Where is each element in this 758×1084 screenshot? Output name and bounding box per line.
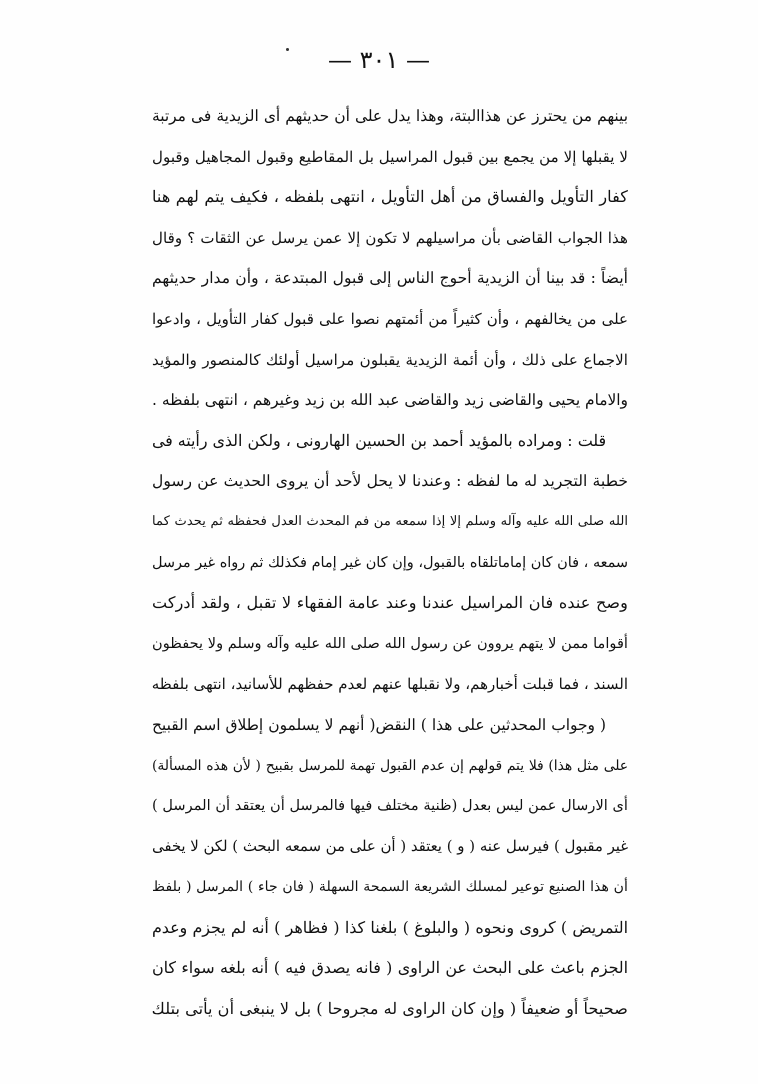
text-line: بينهم من يحترز عن هذاالبتة، وهذا يدل على أن حديثهم أى الزيدية فى مرتبة [152, 107, 628, 125]
text-line: وصح عنده فان المراسيل عندنا وعند عامة الفقهاء لا تقبل ، ولقد أدركت [152, 593, 628, 613]
text-line: أقواما ممن لا يتهم يروون عن رسول الله صلى الله عليه وآله وسلم ولا يحفظون [152, 634, 628, 652]
text-line: التمريض ) كروى ونحوه ( والبلوغ ) بلغنا كذا ( فظاهر ) أنه لم يجزم وعدم [152, 917, 628, 937]
text-line: والامام يحيى والقاضى زيد والقاضى عبد الله بن زيد وغيرهم ، انتهى بلفظه . [152, 391, 628, 410]
text-line: خطبة التجريد له ما لفظه : وعندنا لا يحل لأحد أن يروى الحديث عن رسول [152, 472, 628, 491]
text-line: السند ، فما قبلت أخبارهم، ولا نقبلها عنهم لعدم حفظهم للأسانيد، انتهى بلفظه [152, 675, 628, 694]
text-line: الاجماع على ذلك ، وأن أئمة الزيدية يقبلون مراسيل أولئك كالمنصور والمؤيد [152, 350, 628, 369]
text-line: الله صلى الله عليه وآله وسلم إلا إذا سمعه من فم المحدث العدل فحفظه ثم يحدث كما [152, 513, 628, 529]
text-line: لا يقبلها إلا من يجمع بين قبول المراسيل بل المقاطيع وقبول المجاهيل وقبول [152, 147, 628, 166]
text-line: سمعه ، فان كان إماماتلقاه بالقبول، وإن كان غير إمام فكذلك ثم رواه غير مرسل [152, 554, 628, 571]
text-line: غير مقبول ) فيرسل عنه ( و ) يعتقد ( أن على من سمعه البحث ) لكن لا يخفى [152, 837, 628, 855]
text-line: على مثل هذا) فلا يتم قولهم إن عدم القبول تهمة للمرسل بقبيح ( لأن هذه المسألة) [152, 757, 628, 774]
text-line: ( وجواب المحدثين على هذا ) النقض( أنهم لا يسلمون إطلاق اسم القبيح [152, 715, 606, 734]
body-text [152, 96, 628, 1030]
text-line: كفار التأويل والفساق من أهل التأويل ، انتهى بلفظه ، فكيف يتم لهم هنا [152, 187, 628, 207]
text-line: على من يخالفهم ، وأن كثيراً من أئمتهم نصوا على قبول كفار التأويل ، وادعوا [152, 309, 628, 328]
text-line: صحيحاً أو ضعيفاً ( وإن كان الراوى له مجروحا ) بل لا ينبغى أن يأتى بتلك [152, 999, 628, 1019]
text-line: هذا الجواب القاضى بأن مراسيلهم لا تكون إلا عمن يرسل عن الثقات ؟ وقال [152, 228, 628, 247]
text-line: أيضاً : قد بينا أن الزيدية أحوج الناس إلى قبول المبتدعة ، وأن مدار حديثهم [152, 269, 628, 288]
text-line: الجزم باعث على البحث عن الراوى ( فانه يصدق فيه ) أنه بلغه سواء كان [152, 958, 628, 978]
text-line: أن هذا الصنيع توعير لمسلك الشريعة السمحة السهلة ( فان جاء ) المرسل ( بلفظ [152, 879, 628, 896]
text-line: أى الارسال عمن ليس بعدل (ظنية مختلف فيها فالمرسل أن يعتقد أن المرسل ) [152, 797, 628, 815]
page-number: — ٣٠١ — [328, 46, 430, 74]
text-line: قلت : ومراده بالمؤيد أحمد بن الحسين الهارونى ، ولكن الذى رأيته فى [152, 430, 606, 450]
